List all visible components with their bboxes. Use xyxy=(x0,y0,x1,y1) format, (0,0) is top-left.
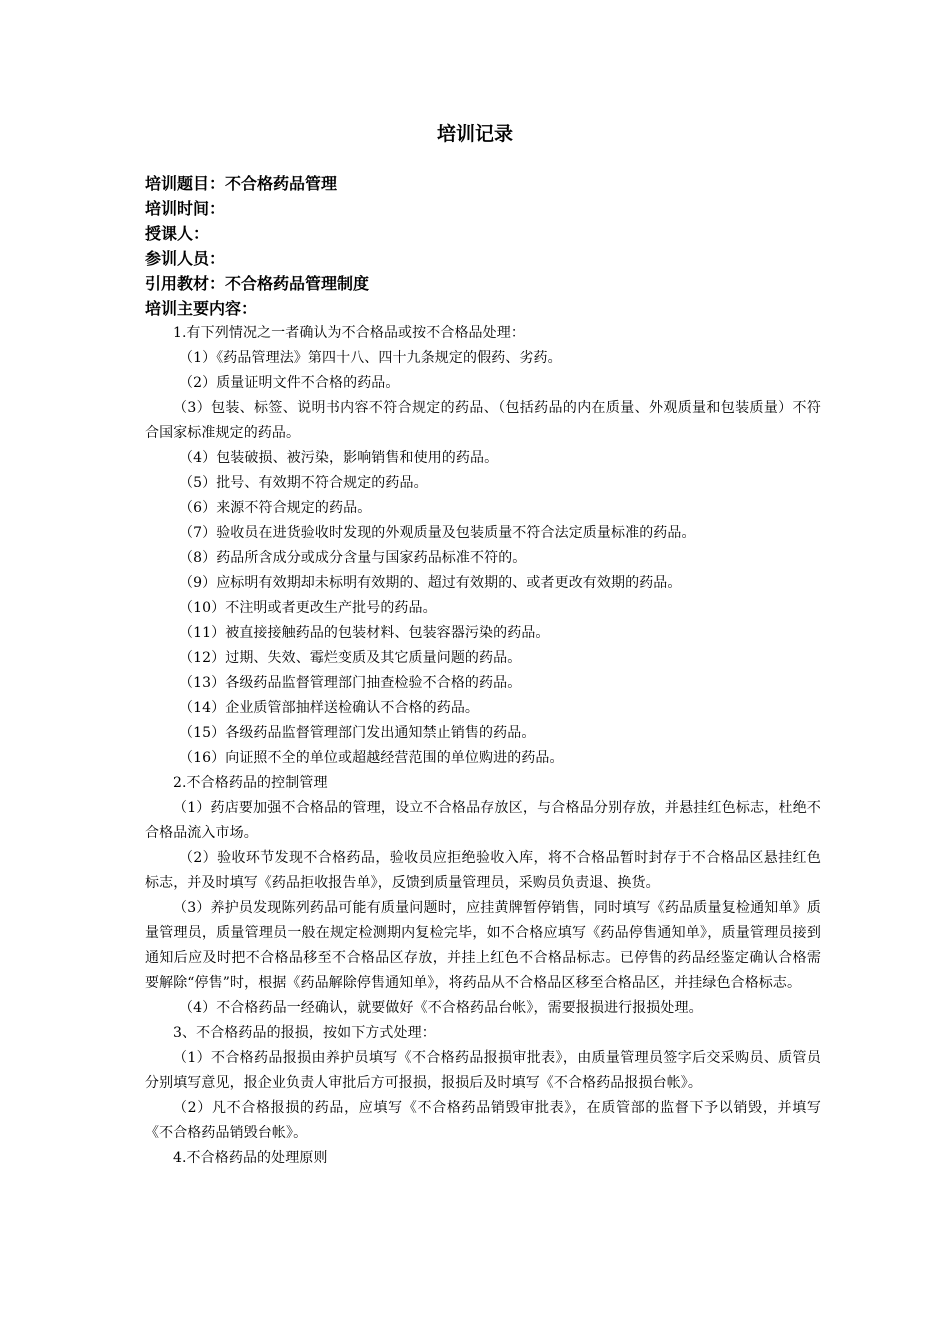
paragraph: （1）药店要加强不合格品的管理，设立不合格品存放区，与合格品分别存放，并悬挂红色标志，杜绝不合格品流入市场。 xyxy=(145,800,821,841)
list-item: （16）向证照不全的单位或超越经营范围的单位购进的药品。 xyxy=(179,750,564,766)
section-heading: 3、不合格药品的报损，按如下方式处理： xyxy=(173,1025,436,1041)
list-item: （6）来源不符合规定的药品。 xyxy=(179,500,372,516)
list-item: （12）过期、失效、霉烂变质及其它质量问题的药品。 xyxy=(179,650,522,666)
paragraph: （2）凡不合格报损的药品，应填写《不合格药品销毁审批表》，在质管部的监督下予以销毁，并填写《不合格药品销毁台帐》。 xyxy=(145,1100,821,1141)
list-item: （1）《药品管理法》第四十八、四十九条规定的假药、劣药。 xyxy=(179,350,562,366)
participants: 参训人员： xyxy=(145,249,226,268)
paragraph: （2）验收环节发现不合格药品，验收员应拒绝验收入库，将不合格品暂时封存于不合格品区悬挂红色标志，并及时填写《药品拒收报告单》，反馈到质量管理员，采购员负责退、换货。 xyxy=(145,850,821,891)
section-heading: 2.不合格药品的控制管理 xyxy=(173,775,328,791)
paragraph: （1）不合格药品报损由养护员填写《不合格药品报损审批表》，由质量管理员签字后交采购员、质管员分别填写意见，报企业负责人审批后方可报损，报损后及时填写《不合格药品报损台帐》。 xyxy=(145,1050,821,1091)
paragraph: （4）不合格药品一经确认，就要做好《不合格药品台帐》，需要报损进行报损处理。 xyxy=(179,1000,703,1016)
list-item: （7）验收员在进货验收时发现的外观质量及包装质量不符合法定质量标准的药品。 xyxy=(179,525,696,541)
training-time: 培训时间： xyxy=(145,199,226,218)
list-item: （9）应标明有效期却未标明有效期的、超过有效期的、或者更改有效期的药品。 xyxy=(179,575,682,591)
section-heading: 1.有下列情况之一者确认为不合格品或按不合格品处理： xyxy=(173,325,525,341)
list-item: （2）质量证明文件不合格的药品。 xyxy=(179,375,400,391)
list-item: （10）不注明或者更改生产批号的药品。 xyxy=(179,600,437,616)
list-item: （5）批号、有效期不符合规定的药品。 xyxy=(179,475,428,491)
training-content xyxy=(145,321,821,1171)
lecturer: 授课人： xyxy=(145,224,210,243)
reference-material: 引用教材：不合格药品管理制度 xyxy=(145,274,370,293)
list-item: （11）被直接接触药品的包装材料、包装容器污染的药品。 xyxy=(179,625,550,641)
list-item: （15）各级药品监督管理部门发出通知禁止销售的药品。 xyxy=(179,725,536,741)
list-item: （3）包装、标签、说明书内容不符合规定的药品、（包括药品的内在质量、外观质量和包装质量）不符合国家标准规定的药品。 xyxy=(145,400,821,441)
training-meta xyxy=(145,171,825,321)
list-item: （4）包装破损、被污染，影响销售和使用的药品。 xyxy=(179,450,499,466)
list-item: （13）各级药品监督管理部门抽查检验不合格的药品。 xyxy=(179,675,522,691)
training-topic: 培训题目：不合格药品管理 xyxy=(145,174,338,193)
list-item: （8）药品所含成分或成分含量与国家药品标准不符的。 xyxy=(179,550,527,566)
paragraph: （3）养护员发现陈列药品可能有质量问题时，应挂黄牌暂停销售，同时填写《药品质量复检通知单》质量管理员，质量管理员一般在规定检测期内复检完毕，如不合格应填写《药品停售通知单》，质量管理员接到通知后应及时把不合格品移至不合格品区存放，并挂上红色不合格品标志。已停售的药品经鉴定确认合格需要解除“停售”时，根据《药品解除停售通知单》，将药品从不合格品区移至合格品区，并挂绿色合格标志。 xyxy=(145,900,821,991)
main-content-heading: 培训主要内容： xyxy=(145,299,258,318)
page-title: 培训记录 xyxy=(436,123,513,145)
list-item: （14）企业质管部抽样送检确认不合格的药品。 xyxy=(179,700,480,716)
section-heading: 4.不合格药品的处理原则 xyxy=(173,1150,328,1166)
